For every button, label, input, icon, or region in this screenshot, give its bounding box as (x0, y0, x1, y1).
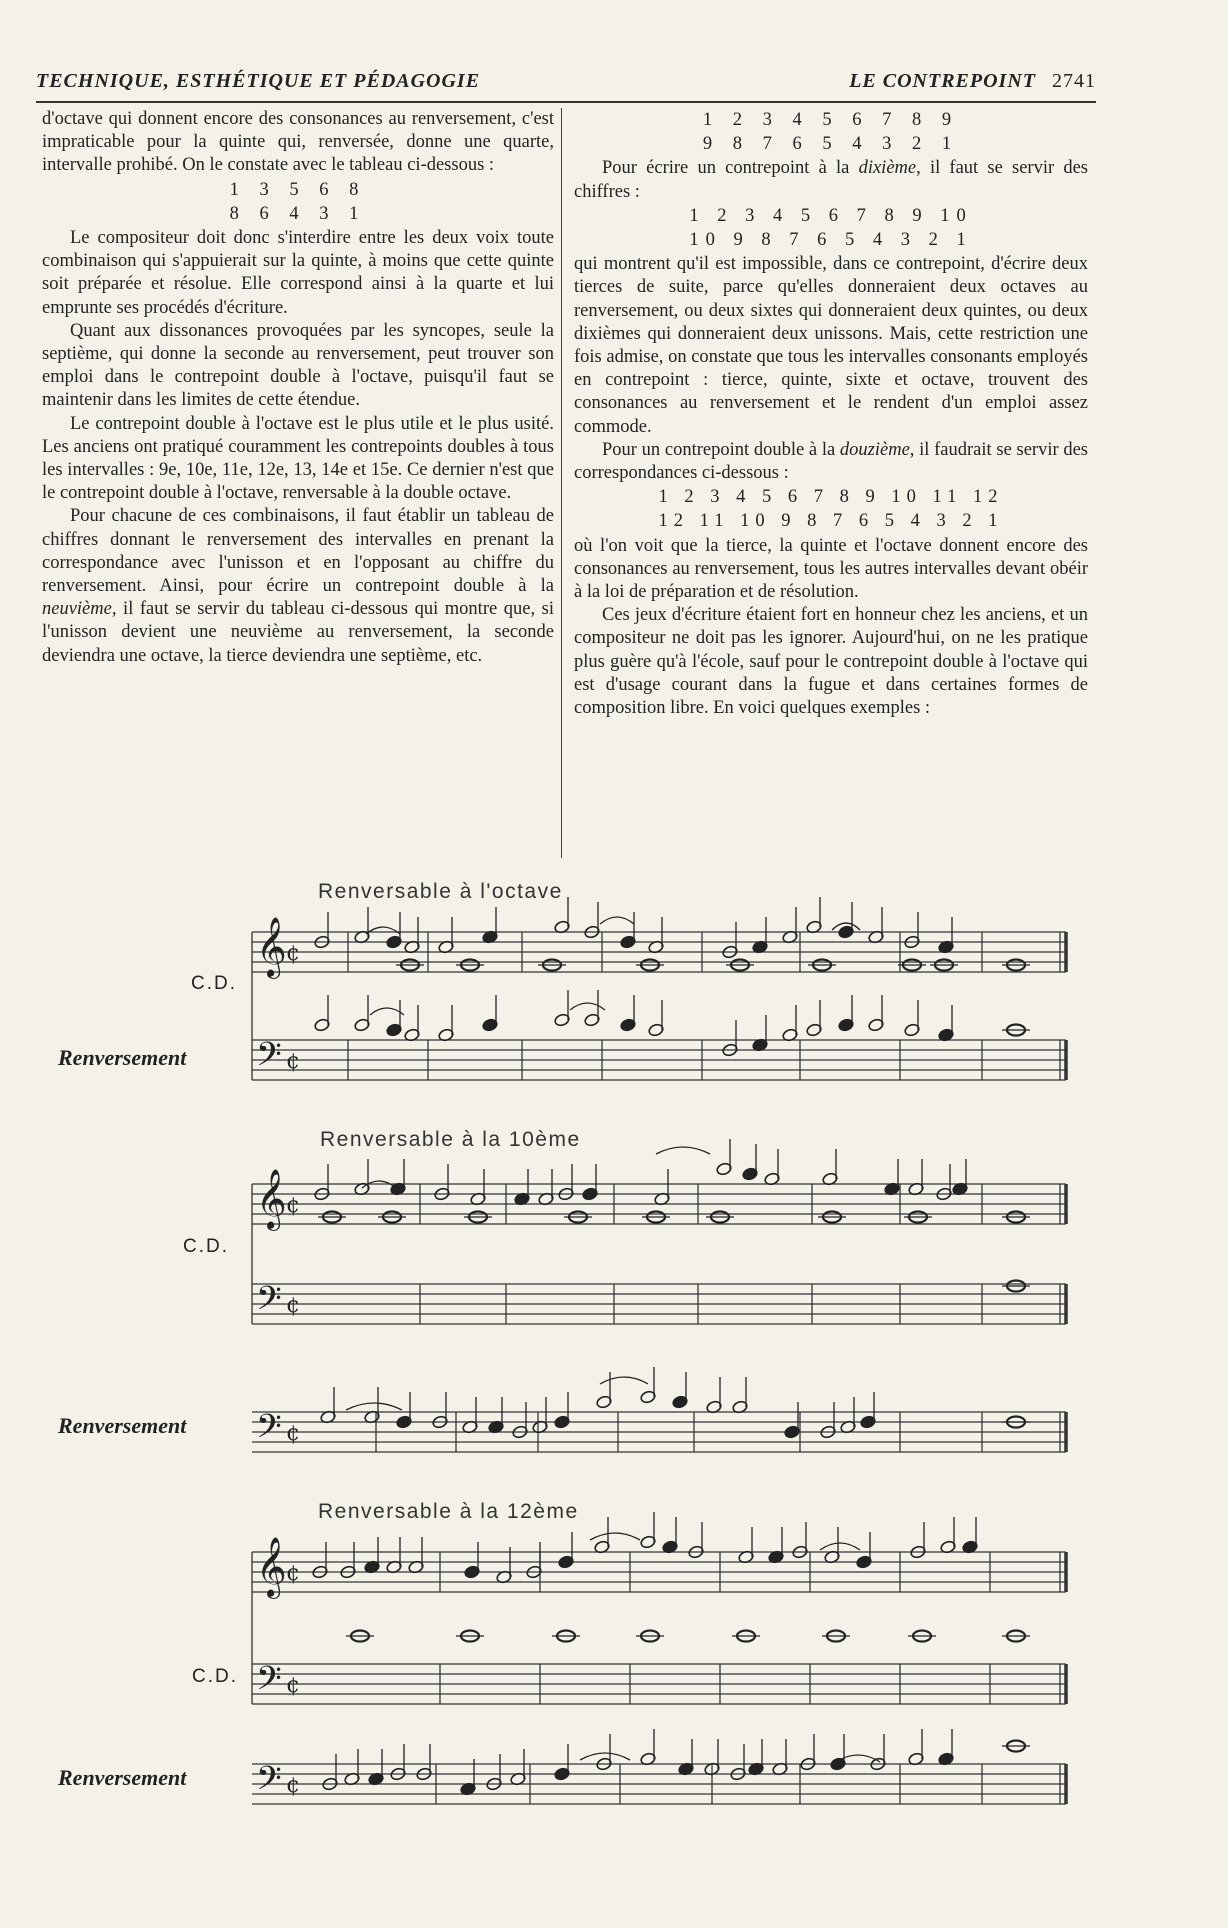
time-signature: ¢ (286, 1193, 300, 1218)
treble-clef: 𝄞 (256, 1169, 287, 1229)
emphasis: dixième (858, 158, 917, 179)
example-2-renversement-label: Renversement (58, 1413, 187, 1438)
paragraph-text: Pour chacune de ces combinaisons, il faut établir un tableau de chiffres donnant le renversement des intervalles en prenant la correspondance avec l'unisson et en l'opposant au chiffre du renversement. Ainsi, pour écrire un contrepoint double à la (42, 506, 554, 597)
time-signature: ¢ (286, 1673, 300, 1698)
paragraph: Quant aux dissonances provoquées par les syncopes, seule la septième, qui donne la seconde au renversement, peut trouver son emploi dans le contrepoint double à l'octave, puisqu'il faut se maintenir dans les limites de cette étendue. (42, 320, 554, 411)
bass-clef: 𝄢 (256, 1660, 282, 1706)
example-3-caption: Renversable à la 12ème (318, 1500, 579, 1523)
example-3-cd-label: C.D. (192, 1666, 238, 1687)
paragraph: où l'on voit que la tierce, la quinte et l'octave donnent encore des consonances au renversement, tous les autres intervalles devant obéir à la loi de préparation et de résolution. (574, 535, 1088, 603)
bass-clef: 𝄢 (256, 1036, 282, 1082)
treble-clef: 𝄞 (256, 917, 287, 977)
interval-table-row: 1 2 3 4 5 6 7 8 9 (702, 110, 960, 130)
interval-table-row: 10 9 8 7 6 5 4 3 2 1 (689, 230, 973, 251)
tie (656, 1147, 710, 1154)
paragraph-text: , il faut se servir des chiffres : (574, 158, 1088, 202)
paragraph-text: , il faut se servir du tableau ci-dessous qui montre que, si l'unisson devient une neuvième au renversement, la seconde deviendra une octave, la tierce deviendra une septième, etc. (42, 599, 554, 666)
tie (346, 1403, 402, 1410)
paragraph: Le contrepoint double à l'octave est le plus utile et le plus usité. Les anciens ont pratiqué couramment les contrepoints doubles à tous les intervalles : 9e, 10e, 11e, 12e, 13, 14e et 15e. Ce dernier n'est que le contrepoint double à l'octave, renversable à la double octave. (42, 413, 554, 504)
interval-table-row: 1 3 5 6 8 (229, 179, 367, 200)
example-2-caption: Renversable à la 10ème (320, 1128, 581, 1151)
example-2-cd-label: C.D. (183, 1236, 229, 1257)
tie (590, 1533, 640, 1540)
example-1-cd-label: C.D. (191, 973, 237, 994)
emphasis: douzième (839, 439, 910, 460)
header-chapter-title: LE CONTREPOINT (849, 70, 1036, 92)
tie (366, 927, 400, 934)
interval-table-row: 9 8 7 6 5 4 3 2 1 (702, 134, 960, 155)
time-signature: ¢ (286, 1293, 300, 1318)
tie (600, 1377, 648, 1384)
example-1-renversement-label: Renversement (58, 1045, 187, 1070)
bass-clef: 𝄢 (256, 1408, 282, 1454)
time-signature: ¢ (286, 1049, 300, 1074)
tie (570, 1003, 605, 1010)
treble-clef: 𝄞 (256, 1537, 287, 1597)
time-signature: ¢ (286, 1561, 300, 1586)
page-number: 2741 (1052, 70, 1096, 92)
example-1-caption: Renversable à l'octave (318, 880, 563, 903)
header-section-title: TECHNIQUE, ESTHÉTIQUE ET PÉDAGOGIE (36, 70, 481, 92)
interval-table-row: 1 2 3 4 5 6 7 8 9 10 11 12 (658, 487, 1004, 508)
example-3-renversement-label: Renversement (58, 1765, 187, 1790)
paragraph-text: Pour écrire un contrepoint à la (602, 158, 859, 179)
interval-table-row: 1 2 3 4 5 6 7 8 9 10 (689, 205, 973, 226)
interval-table-row: 8 6 4 3 1 (229, 203, 367, 224)
paragraph: qui montrent qu'il est impossible, dans ce contrepoint, d'écrire deux tierces de suite, parce qu'elles donneraient deux octaves au renversement, ou deux sixtes qui donneraient deux quintes, ou deux dixièmes qui donneraient deux unissons. Mais, cette restriction une fois admise, on constate que tous les intervalles consonants employés en contrepoint : tierce, quinte, sixte et octave, trouvent des consonances au renversement et le rendent d'un emploi assez commode. (574, 254, 1088, 437)
tie (370, 1008, 404, 1015)
emphasis: neuvième (42, 599, 112, 620)
time-signature: ¢ (286, 941, 300, 966)
paragraph: Ces jeux d'écriture étaient fort en honneur chez les anciens, et un compositeur ne doit pas les ignorer. Aujourd'hui, on ne les pratique plus guère qu'à l'école, sauf pour le contrepoint double à l'octave qui est d'usage courant dans la fugue et dans certaines formes de composition libre. En voici quelques exemples : (574, 605, 1088, 719)
paragraph-text: , il faudrait se servir des correspondances ci-dessous : (574, 439, 1088, 484)
paragraph-text: Pour un contrepoint double à la (602, 439, 840, 460)
interval-table-row: 12 11 10 9 8 7 6 5 4 3 2 1 (658, 511, 1004, 532)
time-signature: ¢ (286, 1421, 300, 1446)
bass-clef: 𝄢 (256, 1760, 282, 1806)
time-signature: ¢ (286, 1773, 300, 1798)
bass-clef: 𝄢 (256, 1280, 282, 1326)
tie (600, 917, 634, 924)
paragraph: d'octave qui donnent encore des consonances au renversement, c'est impraticable pour la quinte qui, renversée, donne une quarte, intervalle prohibé. On le constate avec le tableau ci-dessous : (42, 109, 554, 176)
tie (820, 1543, 860, 1550)
paragraph: Le compositeur doit donc s'interdire entre les deux voix toute combinaison qui s'appuierait sur la quinte, à moins que cette quinte soit préparée et résolue. Elle correspond ainsi à la quarte et lui emprunte ses procédés d'écriture. (42, 228, 554, 318)
